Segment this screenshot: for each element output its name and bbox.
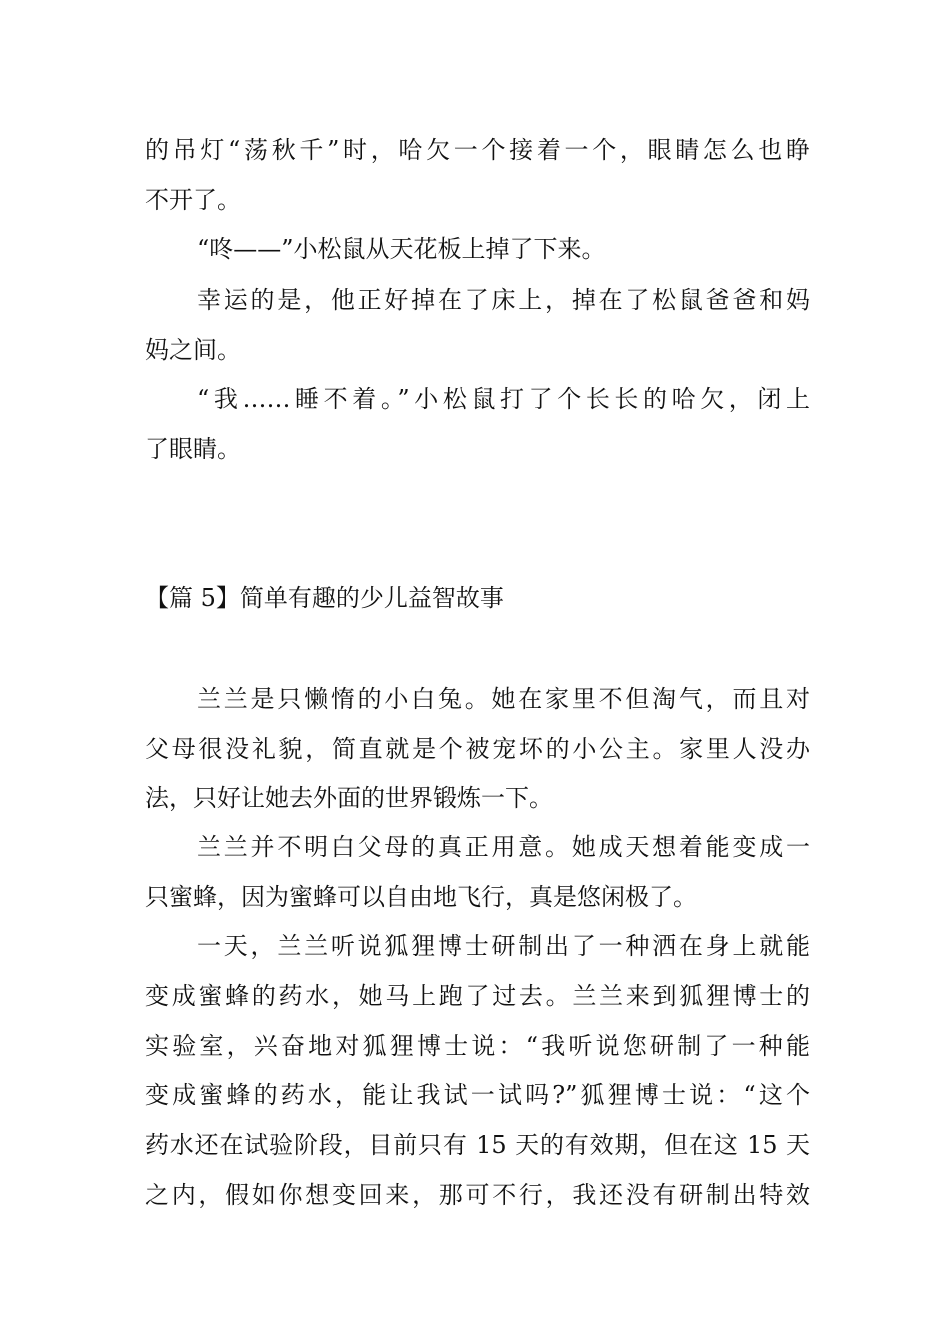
paragraph-line: “咚——”小松鼠从天花板上掉了下来。 (197, 235, 606, 263)
paragraph-line: 妈之间。 (145, 336, 241, 364)
paragraph-line: 之内，假如你想变回来，那可不行，我还没有研制出特效 (145, 1181, 810, 1209)
paragraph-line: “我……睡不着。”小松鼠打了个长长的哈欠，闭上 (197, 385, 810, 413)
paragraph-line: 只蜜蜂，因为蜜蜂可以自由地飞行，真是悠闲极了。 (145, 883, 697, 911)
paragraph-line: 父母很没礼貌，简直就是个被宠坏的小公主。家里人没办 (145, 735, 810, 763)
paragraph-line: 法，只好让她去外面的世界锻炼一下。 (145, 784, 553, 812)
paragraph-line: 不开了。 (145, 186, 241, 214)
paragraph-line: 兰兰是只懒惰的小白兔。她在家里不但淘气，而且对 (197, 685, 810, 713)
paragraph-line: 了眼睛。 (145, 435, 241, 463)
paragraph-line: 一天，兰兰听说狐狸博士研制出了一种洒在身上就能 (197, 932, 810, 960)
paragraph-line: 药水还在试验阶段，目前只有 15 天的有效期，但在这 15 天 (145, 1131, 810, 1159)
paragraph-line: 的吊灯“荡秋千”时，哈欠一个接着一个，眼睛怎么也睁 (145, 136, 810, 164)
paragraph-line: 幸运的是，他正好掉在了床上，掉在了松鼠爸爸和妈 (197, 286, 810, 314)
paragraph-line: 兰兰并不明白父母的真正用意。她成天想着能变成一 (197, 833, 810, 861)
paragraph-line: 变成蜜蜂的药水，她马上跑了过去。兰兰来到狐狸博士的 (145, 982, 810, 1010)
paragraph-line: 变成蜜蜂的药水，能让我试一试吗?”狐狸博士说：“这个 (145, 1081, 810, 1109)
section-heading: 【篇 5】简单有趣的少儿益智故事 (145, 584, 504, 612)
paragraph-line: 实验室，兴奋地对狐狸博士说：“我听说您研制了一种能 (145, 1032, 810, 1060)
